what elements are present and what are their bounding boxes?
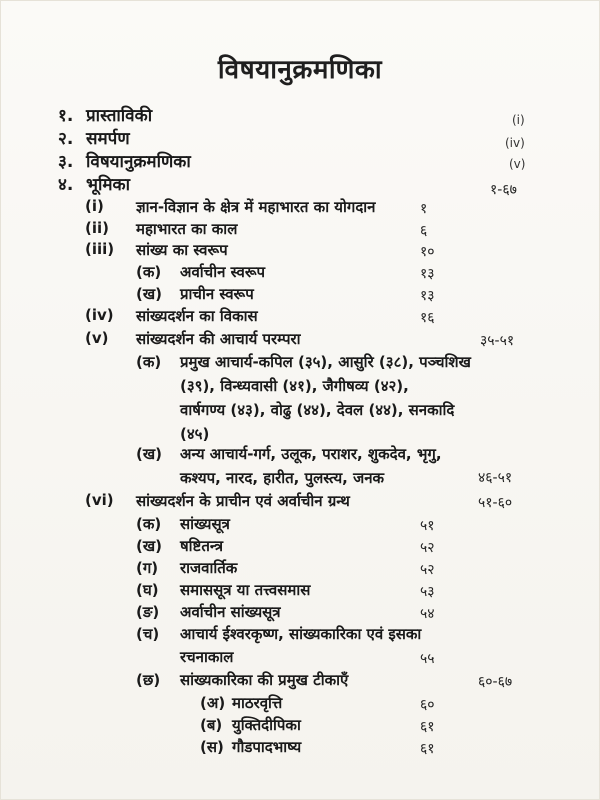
sub-iv-page: १६ xyxy=(420,310,435,326)
sub-vi-cha-marker: (च) xyxy=(136,625,160,643)
sub-vi-chha-c-page: ६१ xyxy=(420,741,435,757)
sub-vi-gha-text: समाससूत्र या तत्त्वसमास xyxy=(180,581,311,599)
entry-2-label: समर्पण xyxy=(86,129,130,149)
sub-vi-ka-page: ५१ xyxy=(420,518,435,534)
sub-vi-chha-a-marker: (अ) xyxy=(200,694,226,712)
sub-vi-kha-text: षष्टितन्त्र xyxy=(180,537,224,555)
sub-iv-label: (iv) xyxy=(85,306,114,324)
sub-vi-kha-page: ५२ xyxy=(420,540,435,556)
sub-vi-cha-line-1: आचार्य ईश्वरकृष्ण, सांख्यकारिका एवं इसका xyxy=(180,625,422,643)
sub-vi-page: ५१-६० xyxy=(478,495,513,511)
sub-i-text: ज्ञान-विज्ञान के क्षेत्र में महाभारत का योगदान xyxy=(136,198,376,216)
sub-vi-kha-marker: (ख) xyxy=(136,537,162,555)
sub-ii-page: ६ xyxy=(420,223,428,239)
sub-vi-chha-b-page: ६१ xyxy=(420,719,435,735)
sub-vi-nga-text: अर्वाचीन सांख्यसूत्र xyxy=(180,603,281,621)
sub-iii-b-text: प्राचीन स्वरूप xyxy=(180,285,254,303)
sub-vi-chha-marker: (छ) xyxy=(136,671,161,689)
sub-vi-chha-a-text: माठरवृत्ति xyxy=(232,694,283,712)
entry-1-number: १. xyxy=(58,106,74,126)
sub-iii-a-page: १३ xyxy=(420,266,435,282)
sub-iii-b-page: १३ xyxy=(420,288,435,304)
entry-4-page: १-६७ xyxy=(490,182,517,198)
entry-2-number: २. xyxy=(58,129,74,149)
sub-vi-chha-b-text: युक्तिदीपिका xyxy=(232,716,301,734)
entry-4-number: ४. xyxy=(58,175,74,195)
sub-vi-chha-a-page: ६० xyxy=(420,697,435,713)
sub-v-a-paragraph xyxy=(180,350,471,446)
sub-vi-chha-text: सांख्यकारिका की प्रमुख टीकाएँ xyxy=(180,671,349,689)
entry-3-page: (v) xyxy=(509,157,526,171)
sub-vi-chha-c-text: गौडपादभाष्य xyxy=(232,738,302,756)
sub-v-b-page: ४६-५१ xyxy=(478,470,513,486)
sub-i-label: (i) xyxy=(85,197,104,215)
sub-iii-page: १० xyxy=(420,244,435,260)
entry-3-number: ३. xyxy=(58,152,74,172)
sub-ii-text: महाभारत का काल xyxy=(136,220,238,238)
entry-3-label: विषयानुक्रमणिका xyxy=(86,152,191,172)
sub-iii-text: सांख्य का स्वरूप xyxy=(136,241,228,259)
sub-vi-chha-b-marker: (ब) xyxy=(200,716,223,734)
sub-v-b-line-2: कश्यप, नारद, हारीत, पुलस्त्य, जनक xyxy=(180,469,385,487)
sub-v-a-marker: (क) xyxy=(136,353,162,371)
page-title: विषयानुक्रमणिका xyxy=(217,55,383,85)
sub-vi-gha-page: ५३ xyxy=(420,584,435,600)
sub-v-b-paragraph xyxy=(180,442,442,490)
sub-vi-ga-marker: (ग) xyxy=(136,559,159,577)
sub-iii-b-marker: (ख) xyxy=(136,285,162,303)
sub-vi-ka-text: सांख्यसूत्र xyxy=(180,515,230,533)
sub-v-label: (v) xyxy=(85,329,109,347)
sub-vi-cha-line-2: रचनाकाल xyxy=(180,648,234,666)
entry-2-page: (iv) xyxy=(505,136,525,150)
sub-vi-gha-marker: (घ) xyxy=(136,581,159,599)
sub-i-page: १ xyxy=(420,201,428,217)
sub-vi-ga-page: ५२ xyxy=(420,562,435,578)
sub-iii-a-text: अर्वाचीन स्वरूप xyxy=(180,263,265,281)
sub-vi-text: सांख्यदर्शन के प्राचीन एवं अर्वाचीन ग्रन्थ xyxy=(136,492,350,510)
sub-vi-chha-page: ६०-६७ xyxy=(478,674,513,690)
sub-v-page: ३५-५१ xyxy=(480,333,515,349)
sub-vi-nga-marker: (ङ) xyxy=(136,603,160,621)
sub-v-text: सांख्यदर्शन की आचार्य परम्परा xyxy=(136,330,301,348)
sub-v-a-line-3: वार्षगण्य (४३), वोढु (४४), देवल (४४), सनकादि xyxy=(180,401,455,419)
sub-v-b-line-1: अन्य आचार्य-गर्ग, उलूक, पराशर, शुकदेव, भृगु, xyxy=(180,445,442,463)
sub-vi-label: (vi) xyxy=(85,491,114,509)
sub-v-a-line-4: (४५) xyxy=(180,425,210,443)
sub-vi-nga-page: ५४ xyxy=(420,606,435,622)
entry-4-label: भूमिका xyxy=(86,175,130,195)
sub-iii-a-marker: (क) xyxy=(136,263,162,281)
entry-1-label: प्रास्ताविकी xyxy=(86,106,153,126)
sub-iii-label: (iii) xyxy=(85,240,115,258)
sub-ii-label: (ii) xyxy=(85,219,109,237)
sub-vi-ga-text: राजवार्तिक xyxy=(180,559,238,577)
sub-v-a-line-1: प्रमुख आचार्य-कपिल (३५), आसुरि (३८), पञ्चशिख xyxy=(180,353,471,371)
entry-1-page: (i) xyxy=(512,113,525,127)
sub-iv-text: सांख्यदर्शन का विकास xyxy=(136,307,258,325)
sub-vi-ka-marker: (क) xyxy=(136,515,162,533)
sub-v-b-marker: (ख) xyxy=(136,445,162,463)
sub-vi-cha-page: ५५ xyxy=(420,651,435,667)
sub-vi-chha-c-marker: (स) xyxy=(200,738,224,756)
sub-v-a-line-2: (३९), विन्ध्यवासी (४१), जैगीषव्य (४२), xyxy=(180,377,409,395)
